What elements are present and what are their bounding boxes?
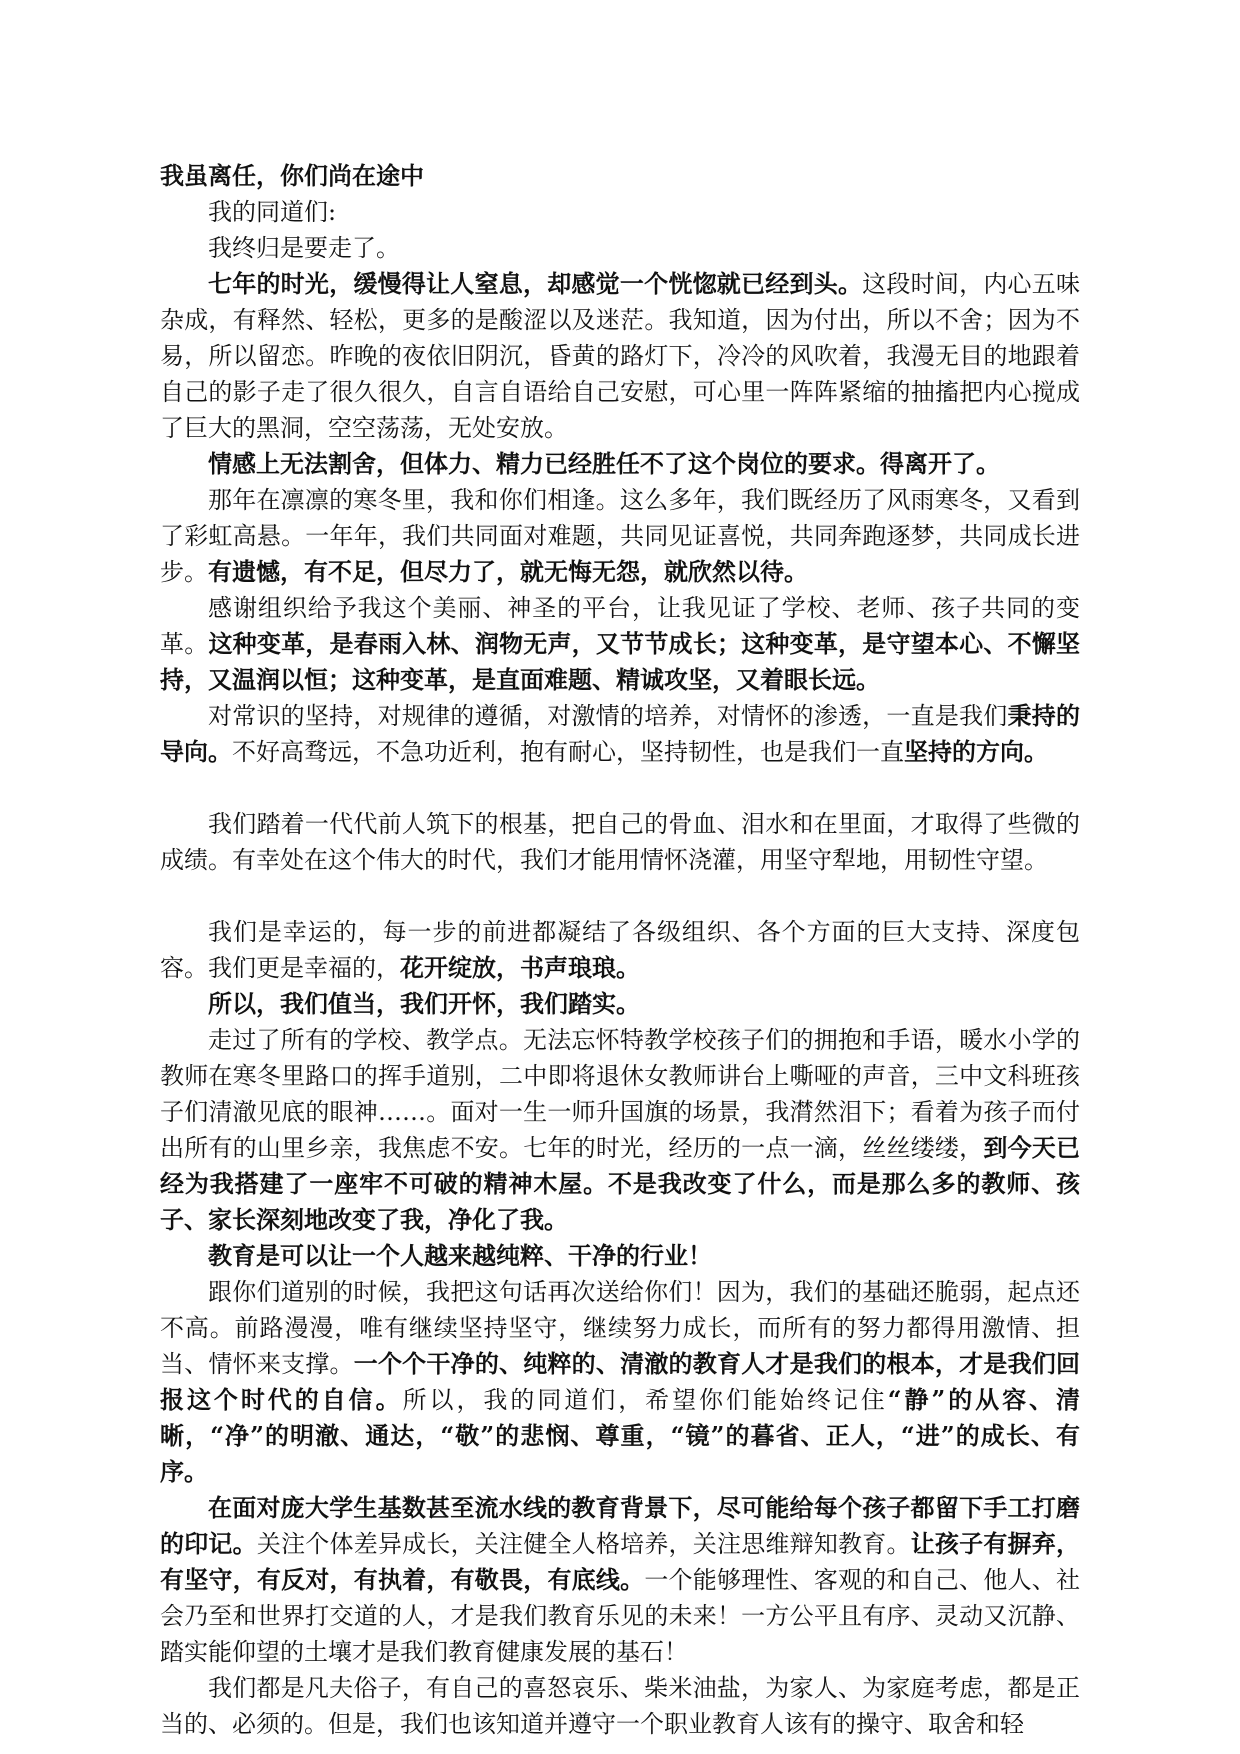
bold-text: 让孩子有摒弃，有坚守，有反对，有执着，有敬畏，有底线。 <box>160 1529 1081 1594</box>
body-paragraph <box>160 266 1080 446</box>
text-run: 我终归是要走了。 <box>208 234 400 262</box>
bold-text: 一个个干净的、纯粹的、清澈的教育人才是我们的根本，才是我们回报这个时代的自信。 <box>160 1349 1081 1414</box>
bold-text: 情感上无法割舍，但体力、精力已经胜任不了这个岗位的要求。得离开了。 <box>208 449 1000 478</box>
text-run: 不好高骛远，不急功近利，抱有耐心，坚持韧性，也是我们一直 <box>232 738 904 766</box>
text-run: 那年在凛凛的寒冬里，我和你们相逢。这么多年，我们既经历了风雨寒冬，又看到了彩虹高悬。一年年，我们共同面对难题，共同见证喜悦，共同奔跑逐梦，共同成长进步。 <box>160 486 1080 586</box>
document-body <box>160 194 1080 1742</box>
text-run: 所以，我的同道们，希望你们能始终记住 <box>402 1386 888 1414</box>
text-run: 对常识的坚持，对规律的遵循，对激情的培养，对情怀的渗透，一直是我们 <box>208 702 1008 730</box>
text-run: 跟你们道别的时候，我把这句话再次送给你们！因为，我们的基础还脆弱，起点还不高。前路漫漫，唯有继续坚持坚守，继续努力成长，而所有的努力都得用激情、担当、情怀来支撑。 <box>160 1278 1080 1378</box>
body-paragraph <box>160 194 1080 230</box>
text-run: 走过了所有的学校、教学点。无法忘怀特教学校孩子们的拥抱和手语，暖水小学的教师在寒冬里路口的挥手道别，二中即将退休女教师讲台上嘶哑的声音，三中文科班孩子们清澈见底的眼神……。面对一生一师升国旗的场景，我潸然泪下；看着为孩子而付出所有的山里乡亲，我焦虑不安。七年的时光，经历的一点一滴，丝丝缕缕， <box>160 1026 1080 1162</box>
text-run: 关注个体差异成长，关注健全人格培养，关注思维辩知教育。 <box>256 1530 911 1558</box>
body-paragraph <box>160 1274 1080 1490</box>
text-run: 我的同道们: <box>208 198 337 226</box>
bold-text: 坚持的方向。 <box>904 737 1048 766</box>
bold-text: 这种变革，是春雨入林、润物无声，又节节成长；这种变革，是守望本心、不懈坚持，又温润以恒；这种变革，是直面难题、精诚攻坚，又着眼长远。 <box>160 629 1081 694</box>
text-run: 感谢组织给予我这个美丽、神圣的平台，让我见证了学校、老师、孩子共同的变革。 <box>160 594 1080 658</box>
bold-text: 七年的时光，缓慢得让人窒息，却感觉一个恍惚就已经到头。 <box>208 269 863 298</box>
bold-text: 秉持的导向。 <box>160 701 1081 766</box>
body-paragraph <box>160 986 1080 1022</box>
body-paragraph <box>160 1490 1080 1670</box>
bold-text: 有遗憾，有不足，但尽力了，就无悔无怨，就欣然以待。 <box>208 557 808 586</box>
body-paragraph <box>160 806 1080 878</box>
bold-text: 教育是可以让一个人越来越纯粹、干净的行业！ <box>208 1241 712 1270</box>
body-paragraph <box>160 1670 1080 1742</box>
body-paragraph <box>160 698 1080 770</box>
bold-text: 花开绽放，书声琅琅。 <box>400 953 640 982</box>
text-run: 这段时间，内心五味杂成，有释然、轻松，更多的是酸涩以及迷茫。我知道，因为付出，所以不舍；因为不易，所以留恋。昨晚的夜依旧阴沉，昏黄的路灯下，冷冷的风吹着，我漫无目的地跟着自己的影子走了很久很久，自言自语给自己安慰，可心里一阵阵紧缩的抽搐把内心搅成了巨大的黑洞，空空荡荡，无处安放。 <box>160 270 1081 442</box>
text-run: 我们是幸运的，每一步的前进都凝结了各级组织、各个方面的巨大支持、深度包容。我们更是幸福的， <box>160 918 1080 982</box>
bold-text: 到今天已经为我搭建了一座牢不可破的精神木屋。不是我改变了什么，而是那么多的教师、孩子、家长深刻地改变了我，净化了我。 <box>160 1133 1081 1234</box>
bold-text: 在面对庞大学生基数甚至流水线的教育背景下，尽可能给每个孩子都留下手工打磨的印记。 <box>160 1493 1080 1558</box>
bold-text: 所以，我们值当，我们开怀，我们踏实。 <box>208 989 640 1018</box>
bold-text: “静”的从容、清晰，“净”的明澈、通达，“敬”的悲悯、尊重，“镜”的暮省、正人，“进”的成长、有序。 <box>160 1385 1081 1486</box>
body-paragraph <box>160 482 1080 590</box>
body-paragraph <box>160 1238 1080 1274</box>
body-paragraph <box>160 230 1080 266</box>
body-paragraph <box>160 914 1080 986</box>
body-paragraph <box>160 446 1080 482</box>
body-paragraph <box>160 590 1080 698</box>
text-run: 我们都是凡夫俗子，有自己的喜怒哀乐、柴米油盐，为家人、为家庭考虑，都是正当的、必须的。但是，我们也该知道并遵守一个职业教育人该有的操守、取舍和轻 <box>160 1674 1080 1738</box>
body-paragraph <box>160 1022 1080 1238</box>
text-run: 一个能够理性、客观的和自己、他人、社会乃至和世界打交道的人，才是我们教育乐见的未来！一方公平且有序、灵动又沉静、踏实能仰望的土壤才是我们教育健康发展的基石！ <box>160 1566 1081 1666</box>
text-run: 我们踏着一代代前人筑下的根基，把自己的骨血、泪水和在里面，才取得了些微的成绩。有幸处在这个伟大的时代，我们才能用情怀浇灌，用坚守犁地，用韧性守望。 <box>160 810 1080 874</box>
document-title: 我虽离任，你们尚在途中 <box>160 161 424 190</box>
